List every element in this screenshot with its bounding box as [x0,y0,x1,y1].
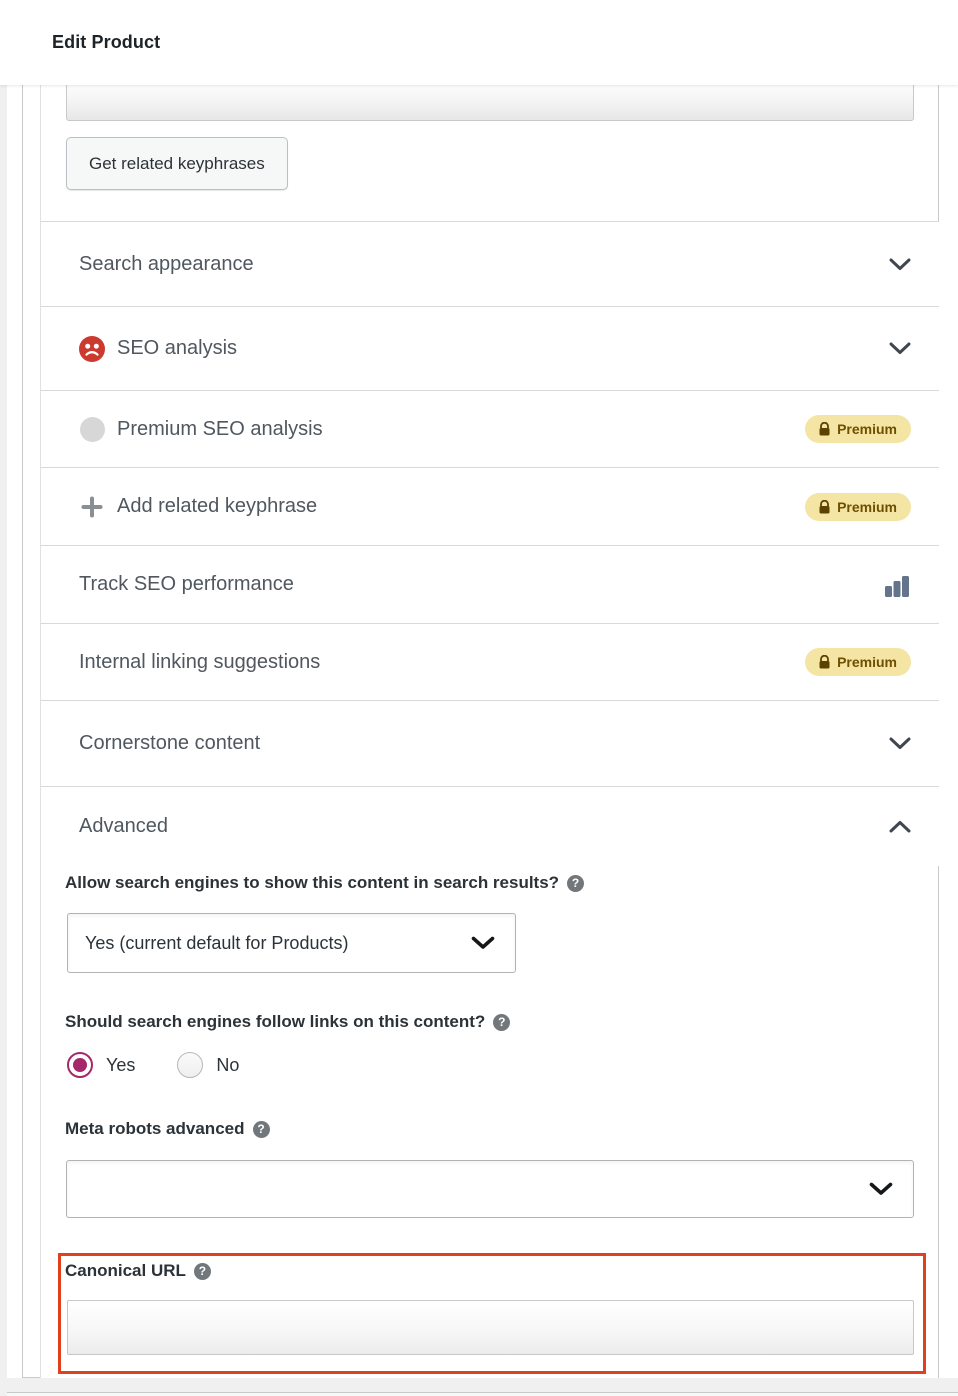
help-icon[interactable] [493,1014,510,1031]
gray-dot-icon [79,417,105,442]
radio-yes[interactable] [67,1052,93,1078]
chevron-down-icon [889,258,911,271]
lock-icon [819,422,830,436]
radio-no[interactable] [177,1052,203,1078]
page-title: Edit Product [52,32,161,52]
search-results-select-value: Yes (current default for Products) [85,932,349,953]
sad-face-icon [79,336,105,362]
yoast-seo-metabox [40,85,938,1378]
follow-links-label-text: Should search engines follow links on this content? [65,1012,486,1031]
premium-badge-label: Premium [837,498,897,515]
chevron-down-icon [889,737,911,750]
bar-chart-icon [883,571,911,599]
meta-robots-label-text: Meta robots advanced [65,1119,245,1138]
chevron-up-icon [889,820,911,833]
section-label: SEO analysis [117,337,238,359]
section-seo-analysis[interactable] [41,306,939,390]
section-label: Search appearance [79,252,254,275]
canonical-url-label [65,1261,211,1281]
premium-badge [805,648,911,676]
section-label: Add related keyphrase [117,495,318,517]
get-related-keyphrases-button[interactable]: Get related keyphrases [66,137,288,190]
metabox-gap [0,1378,958,1392]
section-label: Internal linking suggestions [79,650,321,673]
follow-links-radio-group [67,1051,239,1079]
topbar [0,0,958,85]
chevron-down-icon [471,936,495,950]
meta-robots-advanced-label [65,1119,270,1139]
radio-no-label: No [216,1054,240,1075]
premium-badge-label: Premium [837,421,897,437]
plus-icon [79,496,105,518]
section-search-appearance[interactable] [41,221,939,306]
canonical-url-input[interactable] [67,1300,914,1355]
help-icon[interactable] [253,1121,270,1138]
premium-badge [805,415,911,443]
chevron-down-icon [869,1182,893,1196]
follow-links-label [65,1012,510,1032]
section-premium-seo-analysis[interactable] [41,390,939,467]
section-internal-linking-suggestions[interactable] [41,623,939,700]
search-results-select[interactable] [67,913,516,973]
related-keyphrase-input[interactable] [66,85,914,121]
lock-icon [819,655,830,669]
section-add-related-keyphrase[interactable] [41,467,939,545]
radio-yes-label: Yes [106,1054,136,1075]
canonical-url-label-text: Canonical URL [65,1261,186,1280]
premium-badge-label: Premium [837,654,897,670]
next-postbox-edge [7,1392,958,1396]
help-icon[interactable] [194,1263,211,1280]
help-icon[interactable] [567,875,584,892]
search-results-label-text: Allow search engines to show this content in search results? [65,873,560,892]
section-track-seo-performance[interactable] [41,545,939,623]
section-label: Track SEO performance [79,573,294,595]
meta-robots-advanced-select[interactable] [66,1160,914,1218]
section-label: Premium SEO analysis [117,417,323,440]
section-list [41,221,939,866]
lock-icon [819,500,830,514]
premium-badge [805,493,911,521]
section-advanced[interactable] [41,786,939,866]
section-label: Advanced [79,815,168,837]
chevron-down-icon [889,342,911,355]
section-label: Cornerstone content [79,732,261,754]
search-results-label [65,873,584,893]
section-cornerstone-content[interactable] [41,700,939,786]
